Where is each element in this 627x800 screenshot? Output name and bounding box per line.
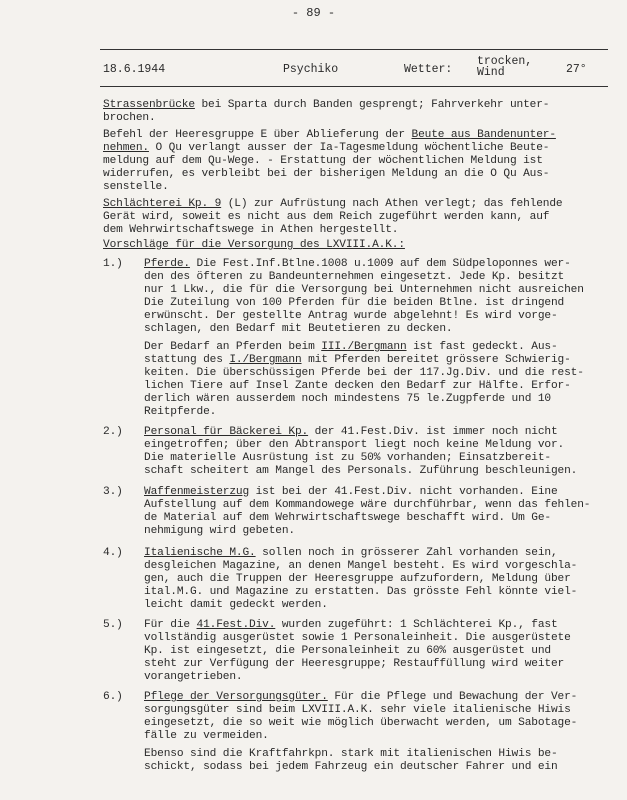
item4-line-5: leicht damit gedeckt werden. xyxy=(144,599,328,611)
item1-unit-b: I./Bergmann xyxy=(229,354,302,366)
item1-sub-line-1 xyxy=(144,341,558,354)
item5-line-1 xyxy=(144,619,558,632)
weather-line-2: Wind xyxy=(477,66,505,79)
item4-text: sollen noch in grösserer Zahl vorhanden sein, xyxy=(255,547,558,559)
item2-number: 2.) xyxy=(103,426,123,438)
item1-unit-a: III./Bergmann xyxy=(321,341,407,353)
p3-text: (L) zur Aufrüstung nach Athen verlegt; das fehlende xyxy=(221,198,563,210)
item1-sub-line-6: Reitpferde. xyxy=(144,406,217,418)
item3-line-2: Aufstellung auf dem Kommandowege wäre durchführbar, wenn das fehlen- xyxy=(144,499,591,511)
item2-line-1 xyxy=(144,426,558,439)
item5-line-4: steht zur Verfügung der Heeresgruppe; Restauffüllung wird weiter xyxy=(144,658,565,670)
item2-line-3: Die materielle Ausrüstung ist zu 50% vorhanden; Einsatzbereit- xyxy=(144,452,551,464)
item3-line-1 xyxy=(144,486,558,499)
section-heading: Vorschläge für die Versorgung des LXVIII.A.K.: xyxy=(103,239,405,251)
item1-line-5: erwünscht. Der gestellte Antrag wurde abgelehnt! Es wird vorge- xyxy=(144,310,558,322)
p2-text-a: Befehl der Heeresgruppe E über Ablieferung der xyxy=(103,129,412,141)
p3-line-2: Gerät wird, soweit es nicht aus dem Reich zugeführt werden kann, auf xyxy=(103,211,550,223)
p3-line-1 xyxy=(103,198,562,211)
item6-sub-line-2: schickt, sodass bei jedem Fahrzeug ein deutscher Fahrer und ein xyxy=(144,761,558,773)
header-bottom-rule xyxy=(100,86,608,87)
header-date: 18.6.1944 xyxy=(103,63,166,76)
item6-text: Für die Pflege und Bewachung der Ver- xyxy=(327,691,578,703)
header-weather-value xyxy=(477,56,532,78)
p1-subject: Strassenbrücke xyxy=(103,99,195,111)
item6-line-4: fälle zu vermeiden. xyxy=(144,730,269,742)
p2-subject-b: nehmen. xyxy=(103,142,149,154)
item1-sub-text-b: ist fast gedeckt. Aus- xyxy=(406,341,558,353)
item1-line-2: den des öfteren zu Bandeunternehmen eingesetzt. Jede Kp. besitzt xyxy=(144,271,565,283)
item3-text: ist bei der 41.Fest.Div. nicht vorhanden. Eine xyxy=(249,486,558,498)
item1-line-1 xyxy=(144,258,571,271)
item3-line-3: de Material auf dem Wehrwirtschaftswege beschafft wird. Um Ge- xyxy=(144,512,551,524)
p2-line-2 xyxy=(103,142,549,155)
item1-text: Die Fest.Inf.Btlne.1008 u.1009 auf dem Südpeloponnes wer- xyxy=(189,258,571,270)
p3-subject: Schlächterei Kp. 9 xyxy=(103,198,222,210)
header-temperature: 27° xyxy=(566,63,587,76)
item1-sub-line-3: keiten. Die überschüssigen Pferde bei der 117.Jg.Div. und die rest- xyxy=(144,367,584,379)
item5-line-5: vorangetrieben. xyxy=(144,671,243,683)
header-place: Psychiko xyxy=(283,63,339,76)
item6-line-2: sorgungsgüter sind beim LXVIII.A.K. sehr viele italienische Hiwis xyxy=(144,704,571,716)
p2-line-1 xyxy=(103,129,556,142)
item5-subject: 41.Fest.Div. xyxy=(196,619,276,631)
item1-sub-line-4: lichen Tiere auf Insel Zante decken den Bedarf zur Hälfte. Erfor- xyxy=(144,380,571,392)
item6-line-1 xyxy=(144,691,577,704)
item1-sub-line-5: derlich wären ausserdem noch mindestens 75 le.Zugpferde und 10 xyxy=(144,393,551,405)
header-top-rule xyxy=(100,49,608,50)
item4-subject: Italienische M.G. xyxy=(144,547,256,559)
item3-number: 3.) xyxy=(103,486,123,498)
item1-line-3: nur 1 Lkw., die für die Versorgung bei Unternehmen nicht ausreichen xyxy=(144,284,584,296)
p1-line-2: brochen. xyxy=(103,112,156,124)
item6-subject: Pflege der Versorgungsgüter. xyxy=(144,691,328,703)
p2-line-4: widerrufen, es verbleibt bei der bisherigen Meldung an die O Qu Aus- xyxy=(103,168,550,180)
item1-number: 1.) xyxy=(103,258,123,270)
p2-text-b: O Qu verlangt ausser der Ia-Tagesmeldung wöchentliche Beute- xyxy=(148,142,550,154)
p3-line-3: dem Wehrwirtschaftswege in Athen hergestellt. xyxy=(103,224,399,236)
header-weather-label: Wetter: xyxy=(404,63,453,76)
item5-text-b: wurden zugeführt: 1 Schlächterei Kp., fast xyxy=(275,619,558,631)
item1-sub-text-c: stattung des xyxy=(144,354,230,366)
p1-text: bei Sparta durch Banden gesprengt; Fahrverkehr unter- xyxy=(194,99,550,111)
page-number: - 89 - xyxy=(291,6,336,20)
item2-subject: Personal für Bäckerei Kp. xyxy=(144,426,309,438)
item3-subject: Waffenmeisterzug xyxy=(144,486,250,498)
item5-text-a: Für die xyxy=(144,619,197,631)
item4-line-1 xyxy=(144,547,558,560)
item4-number: 4.) xyxy=(103,547,123,559)
item2-line-4: schaft scheitert am Mangel des Personals. Zuführung beschleunigen. xyxy=(144,465,578,477)
item6-sub-line-1: Ebenso sind die Kraftfahrkpn. stark mit italienischen Hiwis be- xyxy=(144,748,558,760)
p1-line-1 xyxy=(103,99,549,112)
item1-line-4: Die Zuteilung von 100 Pferden für die beiden Btlne. ist dringend xyxy=(144,297,565,309)
item2-line-2: eingetroffen; über den Abtransport liegt noch keine Meldung vor. xyxy=(144,439,565,451)
item4-line-2: desgleichen Magazine, an denen Mangel besteht. Es wird vorgeschla- xyxy=(144,560,578,572)
item6-number: 6.) xyxy=(103,691,123,703)
p2-line-5: senstelle. xyxy=(103,181,169,193)
item1-subject: Pferde. xyxy=(144,258,190,270)
item2-text: der 41.Fest.Div. ist immer noch nicht xyxy=(308,426,558,438)
item4-line-4: ital.M.G. und Magazine zu erstatten. Das grösste Fehl könnte viel- xyxy=(144,586,578,598)
p2-subject-a: Beute aus Bandenunter- xyxy=(411,129,556,141)
item5-number: 5.) xyxy=(103,619,123,631)
p2-line-3: meldung auf dem Qu-Wege. - Erstattung der wöchentlichen Meldung ist xyxy=(103,155,543,167)
item4-line-3: gen, auch die Truppen der Heeresgruppe aufzufordern, Meldung über xyxy=(144,573,571,585)
item5-line-2: vollständig ausgerüstet sowie 1 Personaleinheit. Die ausgerüstete xyxy=(144,632,571,644)
item1-sub-line-2 xyxy=(144,354,571,367)
weather-line-1: trocken, xyxy=(477,55,533,68)
item1-sub-text-d: mit Pferden bereitet grössere Schwierig- xyxy=(301,354,571,366)
item5-line-3: Kp. ist eingesetzt, die Personaleinheit zu 60% ausgerüstet und xyxy=(144,645,551,657)
item6-line-3: eingesetzt, die so weit wie möglich überwacht werden, um Sabotage- xyxy=(144,717,578,729)
item1-sub-text-a: Der Bedarf an Pferden beim xyxy=(144,341,322,353)
item1-line-6: schlagen, den Bedarf mit Beutetieren zu decken. xyxy=(144,323,453,335)
item3-line-4: nehmigung wird gebeten. xyxy=(144,525,295,537)
